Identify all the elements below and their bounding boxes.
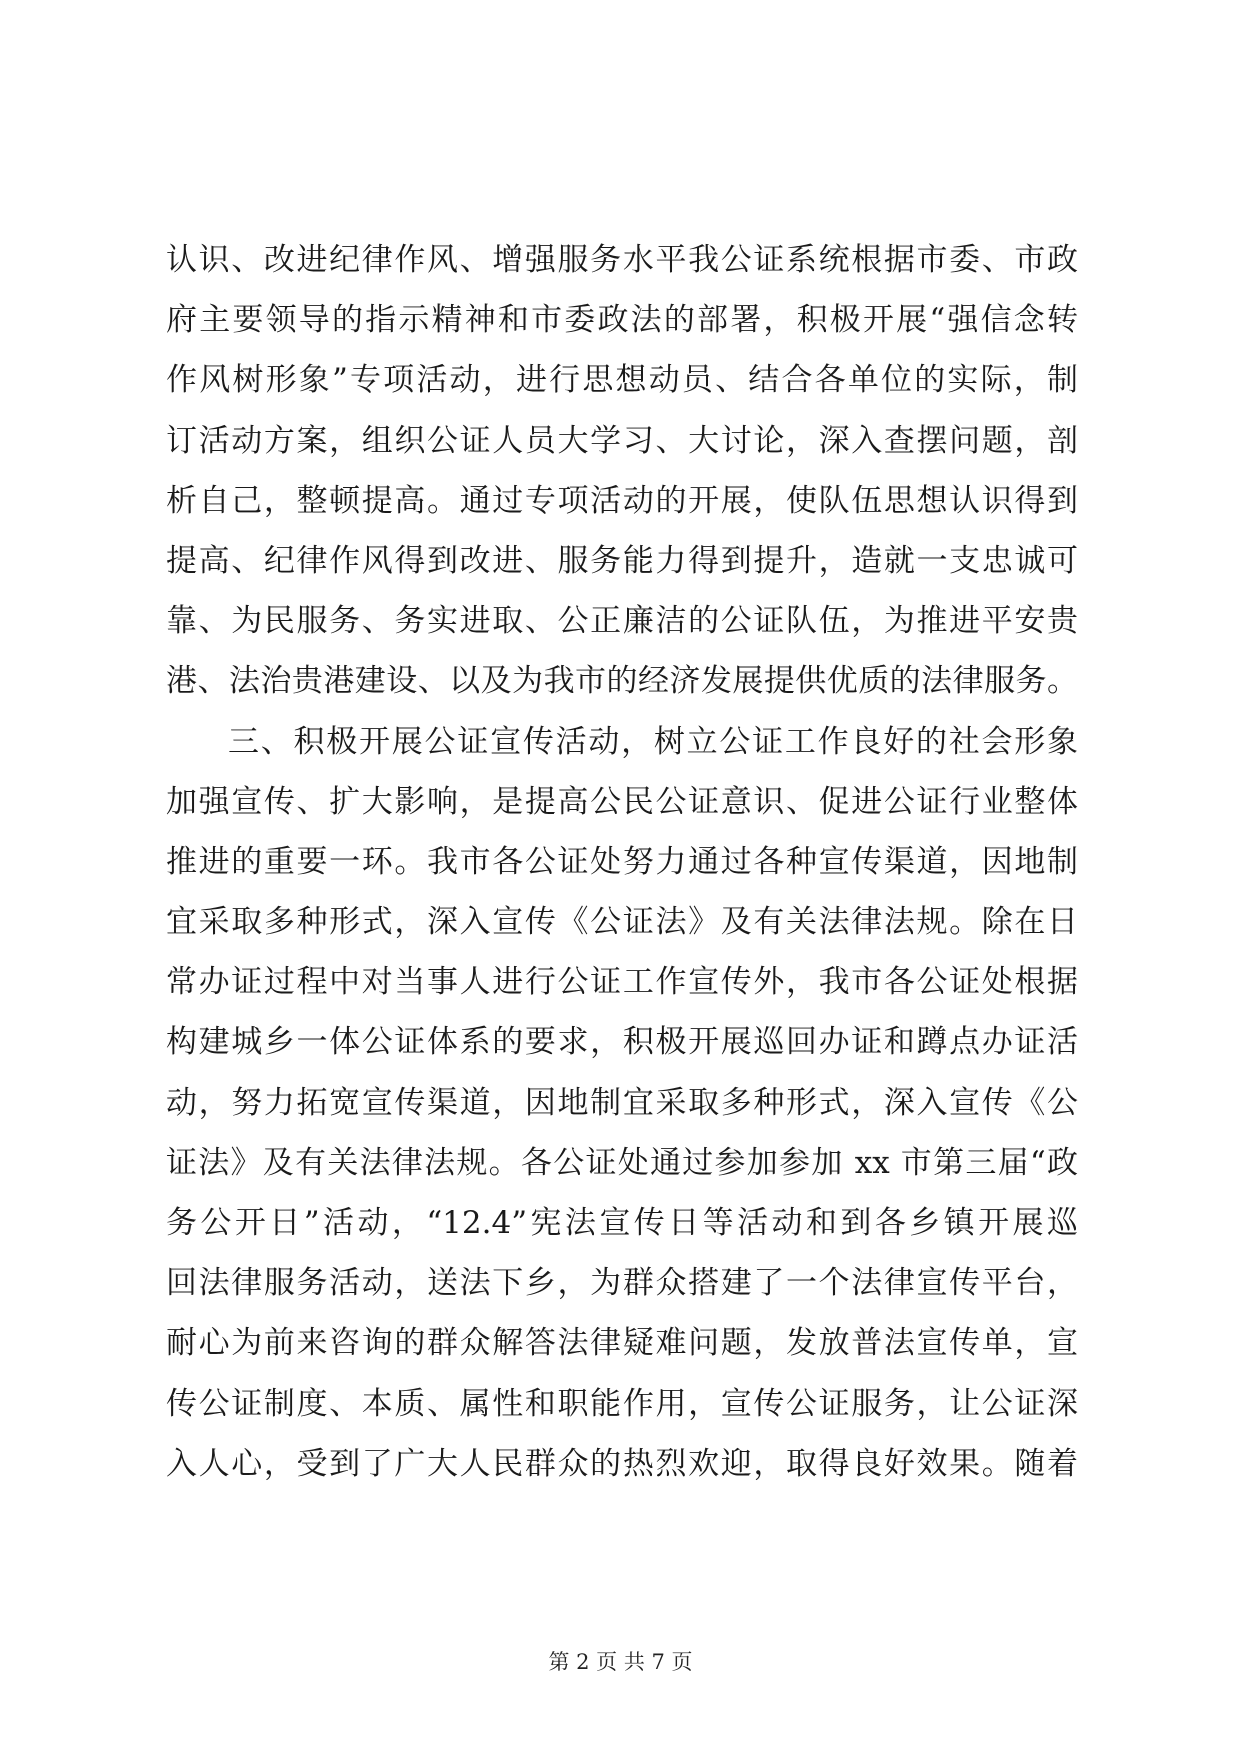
document-body	[166, 230, 1078, 1494]
page-number-footer: 第 2 页 共 7 页	[548, 1650, 693, 1674]
text-line: 府主要领导的指示精神和市委政法的部署，积极开展“强信念转	[166, 302, 1078, 339]
text-line: 析自己，整顿提高。通过专项活动的开展，使队伍思想认识得到	[166, 482, 1078, 519]
text-line: 常办证过程中对当事人进行公证工作宣传外，我市各公证处根据	[166, 964, 1078, 1001]
text-line: 宜采取多种形式，深入宣传《公证法》及有关法律法规。除在日	[166, 904, 1078, 941]
text-line: 动，努力拓宽宣传渠道，因地制宜采取多种形式，深入宣传《公	[166, 1084, 1078, 1121]
text-line: 港、法治贵港建设、以及为我市的经济发展提供优质的法律服务。	[166, 663, 1078, 700]
text-line: 务公开日”活动，“12.4”宪法宣传日等活动和到各乡镇开展巡	[166, 1205, 1078, 1241]
text-line: 提高、纪律作风得到改进、服务能力得到提升，造就一支忠诚可	[166, 542, 1078, 579]
text-line: 耐心为前来咨询的群众解答法律疑难问题，发放普法宣传单，宣	[166, 1325, 1078, 1362]
text-line: 靠、为民服务、务实进取、公正廉洁的公证队伍，为推进平安贵	[166, 603, 1078, 640]
text-line: 构建城乡一体公证体系的要求，积极开展巡回办证和蹲点办证活	[166, 1024, 1078, 1061]
text-line: 推进的重要一环。我市各公证处努力通过各种宣传渠道，因地制	[166, 843, 1078, 880]
text-line: 作风树形象”专项活动，进行思想动员、结合各单位的实际，制	[166, 362, 1078, 399]
text-line: 回法律服务活动，送法下乡，为群众搭建了一个法律宣传平台，	[166, 1265, 1078, 1302]
section-heading: 三、积极开展公证宣传活动，树立公证工作良好的社会形象	[228, 723, 1078, 760]
text-line: 传公证制度、本质、属性和职能作用，宣传公证服务，让公证深	[166, 1385, 1078, 1422]
text-line: 订活动方案，组织公证人员大学习、大讨论，深入查摆问题，剖	[166, 422, 1078, 459]
text-line: 证法》及有关法律法规。各公证处通过参加参加 xx 市第三届“政	[166, 1144, 1078, 1181]
text-line: 入人心，受到了广大人民群众的热烈欢迎，取得良好效果。随着	[166, 1445, 1078, 1482]
text-line: 认识、改进纪律作风、增强服务水平我公证系统根据市委、市政	[166, 242, 1078, 278]
text-line: 加强宣传、扩大影响，是提高公民公证意识、促进公证行业整体	[166, 783, 1078, 820]
